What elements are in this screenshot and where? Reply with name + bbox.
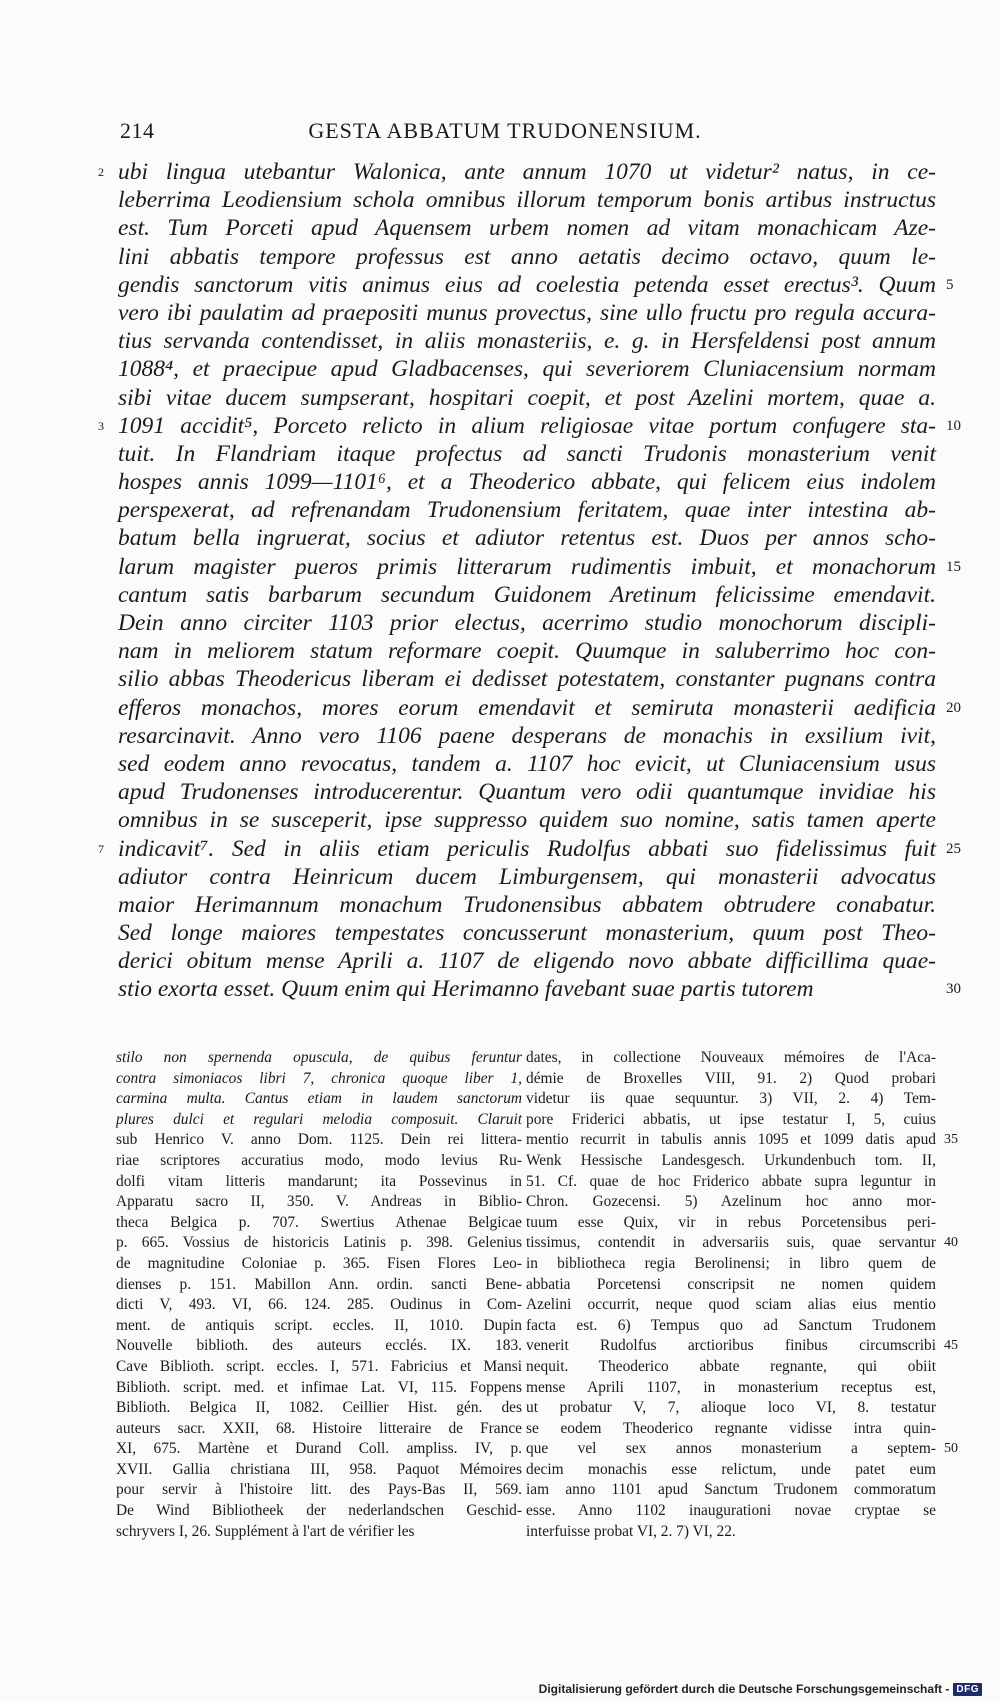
main-text-line xyxy=(98,835,961,863)
line-text: maior Herimannum monachum Trudonensibus abbatem obtrudere conabatur. xyxy=(118,891,936,918)
main-text-line xyxy=(118,609,936,637)
footnote-line xyxy=(526,1130,958,1151)
footnote-line: ment. de antiquis script. eccles. II, 1010. Dupin xyxy=(116,1316,522,1334)
footnote-line: Cave Biblioth. script. eccles. I, 571. Fabricius et Mansi xyxy=(116,1357,522,1375)
footnote-line xyxy=(526,1048,936,1069)
footnote-line xyxy=(526,1295,936,1316)
footnote-text: iam anno 1101 apud Sanctum Trudonem commoratum xyxy=(526,1481,936,1499)
footnote-line: XI, 675. Martène et Durand Coll. ampliss. IV, p. xyxy=(116,1440,522,1458)
main-text-line xyxy=(118,186,936,214)
line-text: batum bella ingruerat, socius et adiutor retentus est. Duos per annos scho- xyxy=(118,525,936,552)
line-text: hospes annis 1099—1101⁶, et a Theoderico abbate, qui felicem eius indolem xyxy=(118,469,936,496)
footnote-line xyxy=(526,1275,936,1296)
line-text: resarcinavit. Anno vero 1106 paene desperans de monachis in exsilium ivit, xyxy=(118,722,936,749)
footnote-line: dienses p. 151. Mabillon Ann. ordin. sancti Bene- xyxy=(116,1275,522,1293)
footnote-line: theca Belgica p. 707. Swertius Athenae Belgicae xyxy=(116,1213,522,1231)
footnote-line: riae scriptores accuratius modo, modo levius Ru- xyxy=(116,1151,522,1169)
line-text: est. Tum Porceti apud Aquensem urbem nomen ad vitam monachicam Aze- xyxy=(118,215,936,242)
footnote-line: De Wind Bibliotheek der nederlandschen Geschid- xyxy=(116,1502,522,1520)
footnote-text: pore Friderici abbatis, ut ipse testatur I, 5, cuius xyxy=(526,1110,936,1128)
main-text-line xyxy=(118,581,936,609)
footnote-line xyxy=(526,1213,936,1234)
footnote-text: tuum esse Quix, vir in rebus Porcetensibus peri- xyxy=(526,1213,936,1231)
main-text-line xyxy=(118,778,936,806)
footnote-line: dicti V, 493. VI, 66. 124. 285. Oudinus in Com- xyxy=(116,1296,522,1314)
footnote-line: stilo non spernenda opuscula, de quibus feruntur xyxy=(116,1049,522,1066)
footnote-line xyxy=(526,1151,936,1172)
footnote-line xyxy=(526,1089,936,1110)
footnote-line: Biblioth. Belgica II, 1082. Ceillier Hist. gén. des xyxy=(116,1399,522,1417)
line-text: tius servanda contendisset, in aliis monasteriis, e. g. in Hersfeldensi post annum xyxy=(118,328,936,355)
main-text-line xyxy=(118,891,936,919)
line-text: derici obitum mense Aprili a. 1107 de eligendo novo abbate difficillima quae- xyxy=(118,948,936,975)
running-head xyxy=(120,118,890,148)
main-text-line xyxy=(98,412,961,440)
footnote-line xyxy=(526,1254,936,1275)
footnote-line xyxy=(526,1378,936,1399)
footnote-line xyxy=(526,1419,936,1440)
line-text: 1091 accidit⁵, Porceto relicto in alium religiosae vitae portum confugere sta- xyxy=(118,412,936,439)
line-text: larum magister pueros primis litterarum rudimentis imbuit, et monachorum xyxy=(118,553,936,580)
credit-text: Digitalisierung gefördert durch die Deutsche Forschungsgemeinschaft - xyxy=(538,1682,950,1696)
footnote-text: videtur iis quae sequuntur. 3) VII, 2. 4) Tem- xyxy=(526,1090,936,1108)
footnote-line xyxy=(526,1233,958,1254)
main-text-line xyxy=(118,919,936,947)
line-number: 15 xyxy=(946,558,961,575)
line-text: stio exorta esset. Quum enim qui Herimanno favebant suae partis tutorem xyxy=(118,976,814,1003)
line-text: lini abbatis tempore professus est anno aetatis decimo octavo, quum le- xyxy=(118,243,936,270)
footnote-line: plures dulci et regulari melodia composuit. Claruit xyxy=(116,1110,522,1128)
footnote-line: carmina multa. Cantus etiam in laudem sanctorum xyxy=(116,1090,522,1108)
main-text-block xyxy=(98,158,961,1004)
main-text-line xyxy=(118,806,936,834)
main-text-line xyxy=(118,553,961,581)
line-number: 50 xyxy=(944,1441,958,1457)
footnote-text: Chron. Gozecensi. 5) Azelinum hoc anno mor- xyxy=(526,1193,936,1211)
main-text-line xyxy=(118,243,936,271)
main-text-line xyxy=(118,947,936,975)
main-text-line xyxy=(118,665,936,693)
footnote-line: contra simoniacos libri 7, chronica quoque liber 1, xyxy=(116,1069,522,1087)
line-text: sibi vitae ducem sumpserant, hospitari coepit, et post Azelini mortem, quae a. xyxy=(118,384,936,411)
main-text-line xyxy=(118,722,936,750)
footnote-text: esse. Anno 1102 inaugurationi novae cryptae se xyxy=(526,1502,936,1520)
footnote-text: interfuisse probat VI, 2. 7) VI, 22. xyxy=(526,1522,736,1540)
footnote-text: abbatia Porcetensi conscripsit ne nomen quidem xyxy=(526,1275,936,1293)
main-text-line xyxy=(118,496,936,524)
line-text: leberrima Leodiensium schola omnibus illorum temporum bonis artibus instructus xyxy=(118,187,936,214)
line-text: efferos monachos, mores eorum emendavit et semiruta monasterii aedificia xyxy=(118,694,936,721)
main-text-line xyxy=(118,468,936,496)
footnote-text: venerit Rudolfus arctioribus finibus circumscribi xyxy=(526,1337,936,1355)
line-number: 25 xyxy=(946,840,961,857)
line-text: nam in meliorem statum reformare coepit. Quumque in saluberrimo hoc con- xyxy=(118,638,936,665)
line-text: apud Trudonenses introducerentur. Quantum vero odii quantumque invidiae his xyxy=(118,779,936,806)
main-text-line xyxy=(118,384,936,412)
footnote-line: p. 665. Vossius de historicis Latinis p. 398. Gelenius xyxy=(116,1234,522,1252)
page-number: 214 xyxy=(120,118,155,143)
footnote-line: sub Henrico V. anno Dom. 1125. Dein rei littera- xyxy=(116,1131,522,1149)
footnote-line xyxy=(526,1172,936,1193)
footnote-line xyxy=(526,1192,936,1213)
main-text-line xyxy=(118,440,936,468)
margin-footnote-ref: 3 xyxy=(98,418,104,433)
footnote-line: Apparatu sacro II, 350. V. Andreas in Biblio- xyxy=(116,1193,522,1211)
footnote-line xyxy=(526,1316,936,1337)
line-number: 35 xyxy=(944,1132,958,1148)
footnote-text: mense Aprili 1107, in monasterium receptus est, xyxy=(526,1378,936,1396)
footnote-text: démie de Broxelles VIII, 91. 2) Quod probari xyxy=(526,1069,936,1087)
footnote-line: de magnitudine Coloniae p. 365. Fisen Flores Leo- xyxy=(116,1254,522,1272)
line-number: 10 xyxy=(946,417,961,434)
footnote-text: se eodem Theoderico regnante vidisse intra quin- xyxy=(526,1419,936,1437)
line-text: ubi lingua utebantur Walonica, ante annum 1070 ut videtur² natus, in ce- xyxy=(118,159,936,185)
footnote-text: mentio recurrit in tabulis annis 1095 et 1099 datis apud xyxy=(526,1131,936,1149)
footnote-line xyxy=(526,1336,958,1357)
footnote-text: nequit. Theoderico abbate regnante, qui obiit xyxy=(526,1357,936,1375)
footnote-line xyxy=(526,1069,936,1090)
line-number: 20 xyxy=(946,699,961,716)
line-text: gendis sanctorum vitis animus eius ad coelestia petenda esset erectus³. Quum xyxy=(118,271,936,298)
main-text-line xyxy=(118,271,954,299)
main-text-line xyxy=(118,975,961,1003)
line-number: 40 xyxy=(944,1235,958,1251)
footnote-line xyxy=(526,1357,936,1378)
main-text-line xyxy=(98,158,936,186)
footnote-line: XVII. Gallia christiana III, 958. Paquot Mémoires xyxy=(116,1460,522,1478)
main-text-line xyxy=(118,355,936,383)
footnote-line xyxy=(526,1501,936,1522)
running-title: GESTA ABBATUM TRUDONENSIUM. xyxy=(308,118,702,143)
line-number: 30 xyxy=(946,981,961,998)
footnote-text: Wenk Hessische Landesgesch. Urkundenbuch tom. II, xyxy=(526,1151,936,1169)
footnotes-right-column xyxy=(526,1048,958,1542)
footnote-line: pour servir à l'histoire litt. des Pays-Bas II, 569. xyxy=(116,1481,522,1499)
footnotes-left-column xyxy=(116,1048,522,1542)
footnote-text: tissimus, contendit in adversariis suis, quae servantur xyxy=(526,1234,936,1252)
footnote-text: 51. Cf. quae de hoc Friderico abbate supra leguntur in xyxy=(526,1172,936,1190)
footnote-line xyxy=(526,1522,936,1543)
main-text-line xyxy=(118,863,936,891)
line-text: perspexerat, ad refrenandam Trudonensium feritatem, quae inter intestina ab- xyxy=(118,497,936,524)
footnote-text: in bibliotheca regia Berolinensi; in libro quem de xyxy=(526,1254,936,1272)
footnote-text: decim monachis esse relictum, unde patet eum xyxy=(526,1460,936,1478)
footnote-line: Biblioth. script. med. et infimae Lat. VI, 115. Foppens xyxy=(116,1378,522,1396)
footnote-line xyxy=(526,1460,936,1481)
line-text: sed eodem anno revocatus, tandem a. 1107 hoc evicit, ut Cluniacensium usus xyxy=(118,750,936,777)
main-text-line xyxy=(118,214,936,242)
line-text: cantum satis barbarum secundum Guidonem Aretinum felicissime emendavit. xyxy=(118,581,936,608)
line-text: indicavit⁷. Sed in aliis etiam periculis Rudolfus abbati suo fidelissimus fuit xyxy=(118,835,936,862)
dfg-logo: DFG xyxy=(953,1683,982,1696)
footnote-line: Nouvelle biblioth. des auteurs ecclés. IX. 183. xyxy=(116,1337,522,1355)
footnote-line xyxy=(526,1398,936,1419)
main-text-line xyxy=(118,637,936,665)
line-number: 5 xyxy=(946,276,954,293)
main-text-line xyxy=(118,524,936,552)
margin-footnote-ref: 7 xyxy=(98,841,104,856)
footnote-line xyxy=(526,1480,936,1501)
line-text: 1088⁴, et praecipue apud Gladbacenses, qui severiorem Cluniacensium normam xyxy=(118,356,936,383)
main-text-line xyxy=(118,694,961,722)
digitization-credit xyxy=(539,1682,982,1696)
line-text: vero ibi paulatim ad praepositi munus provectus, sine ullo fructu pro regula accura- xyxy=(118,299,936,326)
line-text: tuit. In Flandriam itaque profectus ad sancti Trudonis monasterium venit xyxy=(118,440,936,467)
footnote-line xyxy=(526,1439,958,1460)
footnote-text: ut probatur V, 7, alioque loco VI, 8. testatur xyxy=(526,1399,936,1417)
footnote-text: que vel sex annos monasterium a septem- xyxy=(526,1440,936,1458)
main-text-line xyxy=(118,750,936,778)
line-text: silio abbas Theodericus liberam ei dedisset potestatem, constanter pugnans contra xyxy=(118,666,936,693)
line-number: 45 xyxy=(944,1338,958,1354)
footnote-text: dates, in collectione Nouveaux mémoires de l'Aca- xyxy=(526,1049,936,1066)
footnote-text: Azelini occurrit, neque quod sciam alias eius mentio xyxy=(526,1296,936,1314)
margin-footnote-ref: 2 xyxy=(98,165,104,179)
line-text: omnibus in se susceperit, ipse suppresso quidem suo nomine, satis tamen aperte xyxy=(118,807,936,834)
line-text: Dein anno circiter 1103 prior electus, acerrimo studio monochorum discipli- xyxy=(118,610,936,636)
line-text: Sed longe maiores tempestates concusserunt monasterium, quum post Theo- xyxy=(118,920,936,947)
main-text-line xyxy=(118,327,936,355)
footnote-line: schryvers I, 26. Supplément à l'art de vérifier les xyxy=(116,1522,415,1540)
footnote-line xyxy=(526,1110,936,1131)
main-text-line xyxy=(118,299,936,327)
footnote-line: dolfi vitam litteris mandarunt; ita Possevinus in xyxy=(116,1172,522,1190)
footnote-line: auteurs sacr. XXII, 68. Histoire litteraire de France xyxy=(116,1419,522,1437)
line-text: adiutor contra Heinricum ducem Limburgensem, qui monasterii advocatus xyxy=(118,863,936,890)
footnote-text: facta est. 6) Tempus quo ad Sanctum Trudonem xyxy=(526,1316,936,1334)
